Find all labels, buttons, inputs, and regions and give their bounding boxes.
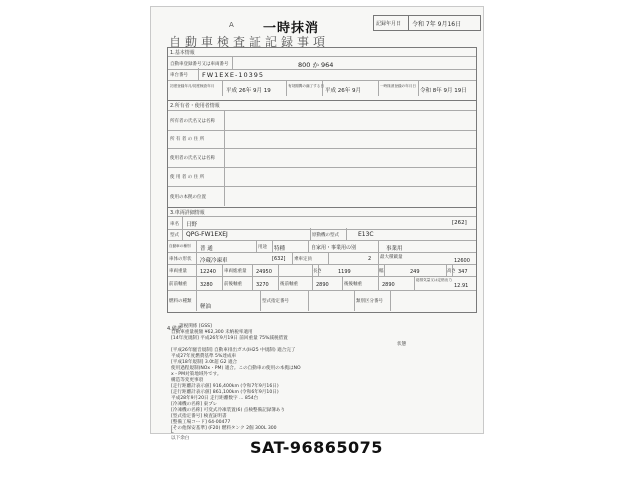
width-label: 幅 [379,269,384,274]
remark-line: 平成28年9月20日 走行距離数字 ... 854台 [171,396,259,401]
length-value: 1199 [338,269,351,275]
width-value: 249 [410,269,420,275]
record-date-label: 記録年月日 [376,21,402,27]
plate-value: 800 か 964 [298,61,334,69]
stock-code-label: SAT-96865075 [250,438,383,457]
section-title: 2.所有者・使用者情報 [170,103,220,109]
vehicle-weight-label: 車両重量 [169,269,187,274]
user-address-label: 使 用 者 の 住 所 [170,175,205,180]
expiry-value: 平成 26年 9月 [325,88,361,94]
front-front-axle-label: 前前軸重 [169,282,187,287]
rear-rear-axle-label: 後後軸重 [344,282,362,287]
section-title: 1.基本情報 [170,50,195,56]
height-value: 347 [458,269,468,275]
maker-code: [262] [452,220,467,226]
remark-line: [冷凍機の名称] 東プレ [171,402,218,407]
private-business-label: 自家用・事業用の別 [311,245,357,251]
remark-line: L [171,430,174,435]
vin-value: FW1EXE-10395 [202,71,264,79]
maker-label: 車名 [170,222,179,227]
remark-line: 使用過程規制(NOx・PM) 適合。この自動車の使用の本拠はNO [171,366,301,371]
owner-address-label: 所 有 者 の 住 所 [170,137,205,142]
vehicle-type-value: 普 通 [200,246,213,252]
body-shape-value: 冷蔵冷凍車 [200,258,228,264]
owner-name-label: 所有者の氏名又は名称 [170,119,215,124]
rear-rear-axle-value: 2890 [382,282,395,288]
remark-line: x・PM対策地域外です。 [171,372,222,377]
remark-line: 以下余白 [171,436,190,441]
front-front-axle-value: 3280 [200,282,213,288]
base-location-label: 使用の本拠の位置 [170,195,206,200]
section-title: 4.備考 [167,326,182,332]
remark-line: [走行距離計表示値] 861,100km (令和6年9月10日) [171,390,279,395]
model-label: 型式 [170,233,179,238]
first-registration-label: 初度登録年月/初度検査年月 [170,84,215,88]
capacity-label: 乗車定員 [294,257,312,262]
expiry-label: 有効期間の満了する日 [288,84,324,88]
front-rear-axle-value: 3270 [256,282,269,288]
category-number-label: 類別区分番号 [356,299,383,304]
use-label: 用途 [258,245,267,250]
maker-value: 日野 [186,222,198,228]
remark-line: [平成26年騒音規制] 自動車排出ガス(IH25 中規制) 適合完了 [171,348,296,353]
remark-line: 平成27年度燃費基準 5%達成車 [171,354,237,359]
model-designation-label: 型式指定番号 [262,299,289,304]
capacity-value: 2 [368,256,372,262]
vin-label: 車台番号 [170,73,188,78]
owner-user-section [167,100,477,208]
user-name-label: 使用者の氏名又は名称 [170,156,215,161]
gross-weight-value: 24950 [256,269,272,275]
record-date-value: 令和 7年 9月16日 [412,21,462,28]
engine-label: 原動機の型式 [312,233,339,238]
remark-line: 構造等変更事項 [171,378,204,383]
vehicle-type-label: 自動車の種別 [169,244,191,248]
vehicle-detail-section [167,207,477,313]
displacement-label: 総排気量又は定格出力 [416,278,452,282]
remark-line: [整備工場コード] 64-00477 [171,420,231,425]
remark-line: 自動車重量税額 ¥62,300 未納税率適用 [171,330,253,335]
remark-line: [走行距離計表示値] 916,400km (令和7年9月16日) [171,384,279,389]
model-value: QPG-FW1EXEJ [186,231,228,238]
record-date-box [373,15,481,31]
plate-label: 自動車登録番号又は車両番号 [170,62,229,67]
remark-line: [型式指定番号] 検査証明書 [171,414,227,419]
remarks-section [167,315,475,441]
use-value: 特種 [274,246,286,252]
first-registration-value: 平成 26年 9月 19 [226,88,271,94]
height-label: 高さ [447,269,456,274]
max-load-value: 12600 [454,258,470,264]
length-label: 長さ [313,269,322,274]
private-business-value: 事業用 [386,246,403,252]
front-rear-axle-label: 前後軸重 [224,282,242,287]
fuel-type-value: 軽油 [200,304,212,310]
remark-line: [平成18年規制] 3.0t超 G2 適合 [171,360,238,365]
vehicle-weight-value: 12240 [200,269,216,275]
body-shape-code: [632] [272,256,286,262]
body-shape-label: 車体の形状 [169,257,192,262]
gross-weight-label: 車両総重量 [224,269,247,274]
remark-line: [14年度規制] 平成26年9月19日 前回重量 75%減税措置 [171,336,288,341]
temporary-cancel-value: 令和 8年 9月 19日 [420,88,467,94]
remark-line: [冷凍機の名称] 可変式冷凍装置(6) 点検整備記録簿あり [171,408,286,413]
displacement-value: 12.91 [454,283,469,289]
max-load-label: 最大積載量 [380,255,403,260]
remark-line: 状態 [397,342,407,347]
basic-info-section [167,47,477,101]
header-mark: A [229,21,234,29]
rear-front-axle-value: 2890 [316,282,329,288]
document-status: 一時抹消 [263,21,320,36]
document-title: 自動車検査証記録事項 [169,35,330,49]
remark-line: [その他保安基準] (F20) 燃料タンク 2個 300L 300 [171,426,277,431]
engine-value: E13C [358,231,374,238]
fuel-type-label: 燃料の種類 [169,299,192,304]
temporary-cancel-label: 一時抹消登録の年月日 [380,84,416,88]
rear-front-axle-label: 後前軸重 [280,282,298,287]
certificate-sheet [150,6,484,441]
remark-line: 諸税関係 [GSS] [179,324,212,329]
section-title: 3.車両詳細情報 [170,210,205,216]
